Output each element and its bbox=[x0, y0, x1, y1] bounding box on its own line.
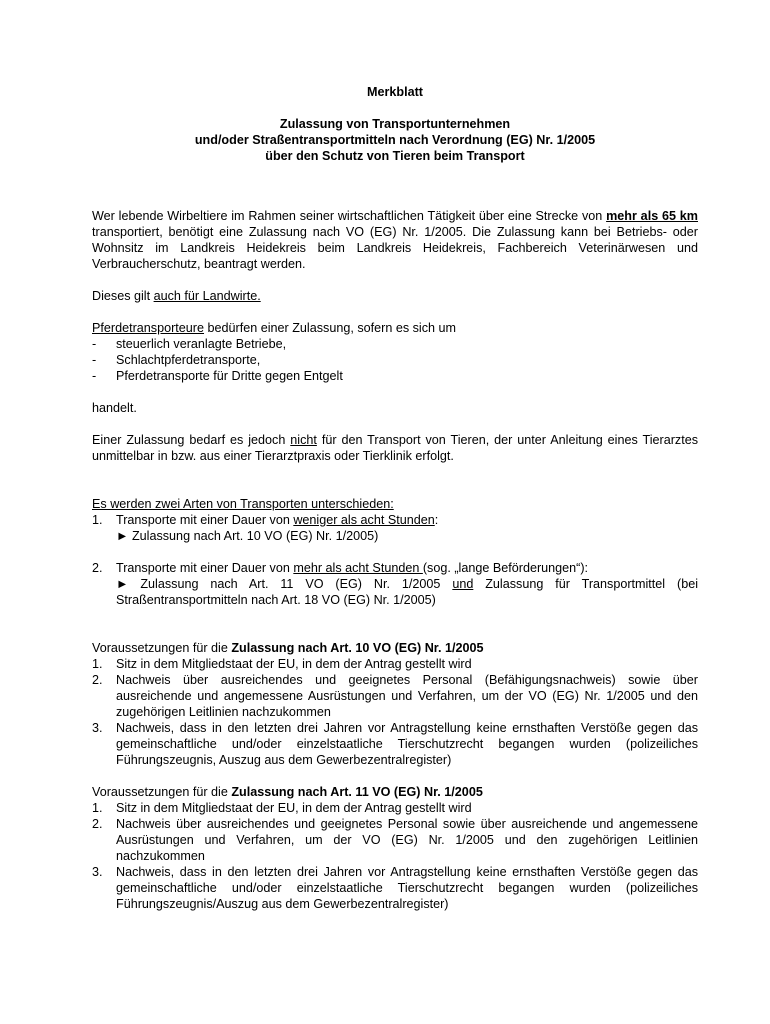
document-page bbox=[92, 84, 698, 912]
subtitle-line-2: und/oder Straßentransportmitteln nach Verordnung (EG) Nr. 1/2005 bbox=[194, 133, 596, 147]
item-text: Sitz in dem Mitgliedstaat der EU, in dem der Antrag gestellt wird bbox=[116, 801, 472, 815]
list-item: - Pferdetransporte für Dritte gegen Entgelt bbox=[92, 368, 698, 384]
list-item bbox=[92, 720, 698, 768]
transport-types-list bbox=[92, 512, 698, 608]
exception-underlined: nicht bbox=[290, 433, 317, 447]
item-underlined: weniger als acht Stunden bbox=[293, 513, 435, 527]
horse-closing: handelt. bbox=[92, 401, 137, 415]
exception-text-1: Einer Zulassung bedarf es jedoch bbox=[92, 433, 291, 447]
document-title: Merkblatt bbox=[367, 85, 423, 99]
item-text: Transporte mit einer Dauer von bbox=[116, 561, 294, 575]
req11-bold: Zulassung nach Art. 11 VO (EG) Nr. 1/2005 bbox=[231, 785, 483, 799]
list-item bbox=[92, 800, 698, 816]
item-underlined: mehr als acht Stunden bbox=[293, 561, 423, 575]
item-number: 2. bbox=[92, 673, 103, 687]
req11-heading bbox=[92, 784, 698, 800]
item-arrow-line: ► Zulassung nach Art. 11 VO (EG) Nr. 1/2005 bbox=[116, 577, 453, 591]
req10-list bbox=[92, 656, 698, 768]
req10-prefix: Voraussetzungen für die bbox=[92, 641, 232, 655]
intro-text-1: Wer lebende Wirbeltiere im Rahmen seiner wirtschaftlichen Tätigkeit über eine Strecke von bbox=[92, 209, 607, 223]
farmers-prefix: Dieses gilt bbox=[92, 289, 154, 303]
item-number: 1. bbox=[92, 657, 103, 671]
item-text: Nachweis über ausreichendes und geeignetes Personal (Befähigungsnachweis) sowie über ausreichende und angemessene Ausrüstungen und Verfahren, um der VO (EG) Nr. 1/2005 und den zugehörigen Leitlinien nachzukommen bbox=[116, 673, 698, 719]
item-number: 2. bbox=[92, 817, 103, 831]
intro-text-2: transportiert, benötigt eine Zulassung nach VO (EG) Nr. 1/2005. Die Zulassung kann bei Betriebs- oder Wohnsitz im Landkreis Heidekreis beim Landkreis Heidekreis, Fachbereich Veterinärwesen und Verbraucherschutz, beantragt werden. bbox=[92, 225, 698, 271]
item-number: 1. bbox=[92, 513, 103, 527]
horse-rest: bedürfen einer Zulassung, sofern es sich um bbox=[204, 321, 457, 335]
item-suffix: : bbox=[434, 513, 439, 527]
list-item bbox=[92, 512, 698, 544]
item-number: 2. bbox=[92, 561, 103, 575]
intro-distance: mehr als 65 km bbox=[606, 209, 698, 223]
horse-paragraph bbox=[92, 320, 698, 336]
item-text: Sitz in dem Mitgliedstaat der EU, in dem der Antrag gestellt wird bbox=[116, 657, 472, 671]
item-text: Nachweis über ausreichendes und geeignetes Personal sowie über ausreichende und angemessene Ausrüstungen und Verfahren, um der VO (EG) Nr. 1/2005 und den zugehörigen Leitlinien nachzukommen bbox=[116, 817, 698, 863]
req11-list bbox=[92, 800, 698, 912]
farmers-underlined: auch für Landwirte. bbox=[153, 289, 261, 303]
list-item: - steuerlich veranlagte Betriebe, bbox=[92, 336, 698, 352]
req11-prefix: Voraussetzungen für die bbox=[92, 785, 232, 799]
list-item bbox=[92, 656, 698, 672]
list-item bbox=[92, 560, 698, 608]
list-item bbox=[92, 672, 698, 720]
req10-heading bbox=[92, 640, 698, 656]
exception-text-2: für den Transport von Tieren, der unter Anleitung eines Tierarztes unmittelbar in bzw. aus einer Tierarztpraxis oder Tierklinik erfolgt. bbox=[92, 433, 699, 463]
item-suffix: (sog. „lange Beförderungen“): bbox=[422, 561, 589, 575]
list-item: - Schlachtpferdetransporte, bbox=[92, 352, 698, 368]
horse-underlined: Pferdetransporteure bbox=[92, 321, 205, 335]
list-item bbox=[92, 816, 698, 864]
req10-bold: Zulassung nach Art. 10 VO (EG) Nr. 1/2005 bbox=[231, 641, 484, 655]
item-text: Transporte mit einer Dauer von bbox=[116, 513, 294, 527]
item-number: 3. bbox=[92, 721, 103, 735]
item-arrow-line: ► Zulassung nach Art. 10 VO (EG) Nr. 1/2005) bbox=[116, 529, 379, 543]
item-arrow-rest: Zulassung für Transportmittel (bei Straßentransportmitteln nach Art. 18 VO (EG) Nr. 1/2005) bbox=[116, 577, 698, 607]
item-text: Nachweis, dass in den letzten drei Jahren vor Antragstellung keine ernsthaften Verstöße gegen das gemeinschaftliche und/oder einzelstaatliche Tierschutzrecht begangen wurden (polizeiliches Führungszeugnis/Auszug aus dem Gewerbezentralregister) bbox=[116, 865, 698, 911]
item-number: 1. bbox=[92, 801, 103, 815]
item-arrow-underlined: und bbox=[452, 577, 474, 591]
intro-paragraph bbox=[92, 208, 698, 272]
subtitle-line-1: Zulassung von Transportunternehmen bbox=[279, 117, 511, 131]
title-block bbox=[92, 84, 698, 164]
list-item bbox=[92, 864, 698, 912]
item-text: Nachweis, dass in den letzten drei Jahren vor Antragstellung keine ernsthaften Verstöße gegen das gemeinschaftliche und/oder einzelstaatliche Tierschutzrecht begangen wurden (polizeiliches Führungszeugnis, Auszug aus dem Gewerbezentralregister) bbox=[116, 721, 698, 767]
horse-conditions-list bbox=[92, 336, 698, 384]
types-heading: Es werden zwei Arten von Transporten unterschieden: bbox=[92, 497, 394, 511]
subtitle-line-3: über den Schutz von Tieren beim Transport bbox=[265, 149, 525, 163]
exception-paragraph bbox=[92, 432, 698, 464]
farmers-paragraph bbox=[92, 288, 698, 304]
item-number: 3. bbox=[92, 865, 103, 879]
